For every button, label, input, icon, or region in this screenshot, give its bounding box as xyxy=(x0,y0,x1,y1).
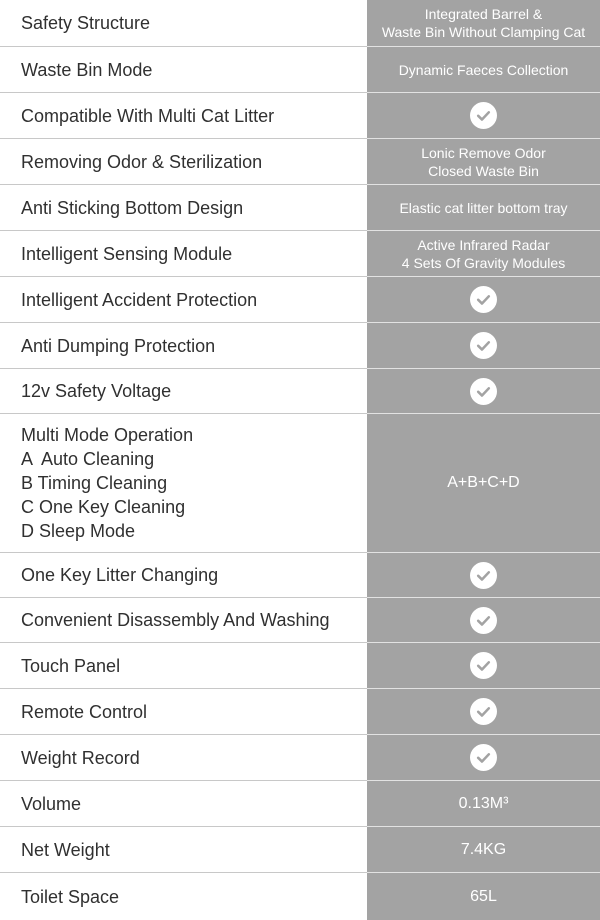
spec-row-net-weight xyxy=(0,827,600,873)
spec-row-multi-mode-operation xyxy=(0,414,600,553)
value-line: 0.13M³ xyxy=(458,794,509,812)
feature-label xyxy=(0,414,367,553)
feature-line: B Timing Cleaning xyxy=(21,473,168,493)
feature-value xyxy=(367,139,600,185)
check-icon xyxy=(470,102,497,129)
feature-value xyxy=(367,598,600,643)
check-icon xyxy=(470,286,497,313)
value-line: A+B+C+D xyxy=(447,474,520,491)
feature-value xyxy=(367,277,600,323)
feature-label: Touch Panel xyxy=(0,643,367,689)
feature-value xyxy=(367,369,600,414)
spec-row-intelligent-accident-protection xyxy=(0,277,600,323)
check-icon xyxy=(470,607,497,634)
value-line: 4 Sets Of Gravity Modules xyxy=(401,254,566,271)
feature-label: Net Weight xyxy=(0,827,367,873)
feature-label: Toilet Space xyxy=(0,873,367,920)
value-line: Lonic Remove Odor xyxy=(421,144,546,161)
check-icon xyxy=(470,652,497,679)
value-line: Waste Bin Without Clamping Cat xyxy=(381,24,586,40)
feature-value xyxy=(367,0,600,47)
feature-value xyxy=(367,689,600,735)
feature-value xyxy=(367,735,600,781)
feature-line: Multi Mode Operation xyxy=(21,425,194,445)
value-line: Active Infrared Radar xyxy=(417,236,550,253)
feature-label: Waste Bin Mode xyxy=(0,47,367,93)
value-line: Elastic cat litter bottom tray xyxy=(399,199,568,216)
spec-row-safety-structure xyxy=(0,0,600,47)
spec-row-remote-control xyxy=(0,689,600,735)
value-line: Closed Waste Bin xyxy=(428,162,539,179)
value-line: Integrated Barrel & xyxy=(424,6,543,22)
check-icon xyxy=(470,332,497,359)
feature-value xyxy=(367,553,600,598)
spec-row-waste-bin-mode xyxy=(0,47,600,93)
spec-row-removing-odor-sterilization xyxy=(0,139,600,185)
spec-row-one-key-litter-changing xyxy=(0,553,600,598)
feature-value xyxy=(367,643,600,689)
feature-label: Intelligent Accident Protection xyxy=(0,277,367,323)
feature-label: Intelligent Sensing Module xyxy=(0,231,367,277)
check-icon xyxy=(470,698,497,725)
spec-row-toilet-space xyxy=(0,873,600,920)
spec-row-intelligent-sensing-module xyxy=(0,231,600,277)
feature-label: Remote Control xyxy=(0,689,367,735)
spec-row-anti-dumping-protection xyxy=(0,323,600,369)
feature-label: Compatible With Multi Cat Litter xyxy=(0,93,367,139)
feature-line: C One Key Cleaning xyxy=(21,497,186,517)
feature-label: Weight Record xyxy=(0,735,367,781)
feature-label: 12v Safety Voltage xyxy=(0,369,367,414)
check-icon xyxy=(470,562,497,589)
feature-label: Anti Sticking Bottom Design xyxy=(0,185,367,231)
spec-row-convenient-disassembly xyxy=(0,598,600,643)
value-line: 65L xyxy=(470,887,497,905)
feature-value xyxy=(367,414,600,553)
spec-row-compatible-multi-cat-litter xyxy=(0,93,600,139)
check-icon xyxy=(470,744,497,771)
spec-row-12v-safety-voltage xyxy=(0,369,600,414)
value-line: 7.4KG xyxy=(460,840,507,858)
feature-value xyxy=(367,781,600,827)
feature-line: D Sleep Mode xyxy=(21,521,136,541)
feature-value xyxy=(367,873,600,920)
feature-label: Volume xyxy=(0,781,367,827)
check-icon xyxy=(470,378,497,405)
feature-value xyxy=(367,93,600,139)
spec-row-anti-sticking-bottom xyxy=(0,185,600,231)
feature-value xyxy=(367,323,600,369)
spec-row-volume xyxy=(0,781,600,827)
feature-label: One Key Litter Changing xyxy=(0,553,367,598)
feature-label: Anti Dumping Protection xyxy=(0,323,367,369)
spec-row-weight-record xyxy=(0,735,600,781)
feature-label: Safety Structure xyxy=(0,0,367,47)
feature-label: Removing Odor & Sterilization xyxy=(0,139,367,185)
feature-value xyxy=(367,231,600,277)
feature-value xyxy=(367,185,600,231)
value-line: Dynamic Faeces Collection xyxy=(398,61,569,78)
spec-row-touch-panel xyxy=(0,643,600,689)
feature-line: A Auto Cleaning xyxy=(21,449,155,469)
feature-value xyxy=(367,827,600,873)
feature-value xyxy=(367,47,600,93)
feature-label: Convenient Disassembly And Washing xyxy=(0,598,367,643)
